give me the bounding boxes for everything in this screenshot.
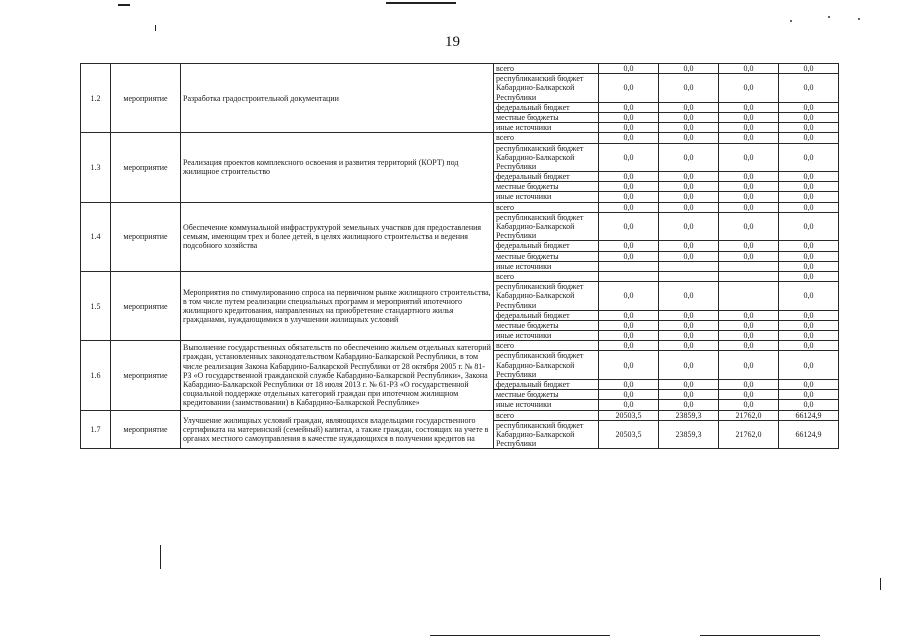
funding-value: 0,0 bbox=[779, 133, 839, 143]
funding-value: 0,0 bbox=[599, 380, 659, 390]
funding-value: 0,0 bbox=[779, 310, 839, 320]
row-type: мероприятие bbox=[111, 202, 181, 271]
funding-source: местные бюджеты bbox=[494, 182, 599, 192]
funding-source: республиканский бюджет Кабардино-Балкарской Республики bbox=[494, 143, 599, 172]
funding-value: 0,0 bbox=[719, 123, 779, 133]
funding-value: 0,0 bbox=[599, 320, 659, 330]
row-name: Обеспечение коммунальной инфраструктурой земельных участков для предоставления семьям, имеющим трех и более детей, в целях жилищного строительства и ведения подсобного хозяйства bbox=[181, 202, 494, 271]
funding-value: 0,0 bbox=[659, 212, 719, 241]
funding-value: 0,0 bbox=[719, 202, 779, 212]
funding-value: 0,0 bbox=[719, 331, 779, 341]
funding-source: местные бюджеты bbox=[494, 390, 599, 400]
scan-mark bbox=[118, 4, 130, 6]
funding-source: федеральный бюджет bbox=[494, 241, 599, 251]
funding-value: 0,0 bbox=[779, 390, 839, 400]
funding-table bbox=[80, 63, 839, 449]
funding-value: 0,0 bbox=[599, 310, 659, 320]
funding-value: 0,0 bbox=[659, 182, 719, 192]
funding-value: 0,0 bbox=[659, 64, 719, 74]
funding-value: 23859,3 bbox=[659, 410, 719, 420]
funding-source: местные бюджеты bbox=[494, 251, 599, 261]
funding-source: федеральный бюджет bbox=[494, 380, 599, 390]
funding-value: 0,0 bbox=[599, 172, 659, 182]
funding-value: 0,0 bbox=[659, 282, 719, 311]
row-name: Выполнение государственных обязательств по обеспечению жильем отдельных категорий граждан, установленных законодательством Кабардино-Балкарской Республики, в том числе реализация Закона Кабардино-Балкарской Республики от 28 октября 2005 г. № 81-РЗ «О государственной гражданской службе Кабардино-Балкарской Республики», Закона Кабардино-Балкарской Республики от 18 июля 2013 г. № 61-РЗ «О государственной социальной поддержке отдельных категорий граждан при ипотечном жилищном кредитовании (заимствовании) в Кабардино-Балкарской Республике» bbox=[181, 341, 494, 410]
funding-value: 0,0 bbox=[599, 123, 659, 133]
funding-value: 0,0 bbox=[779, 212, 839, 241]
table-row bbox=[81, 133, 839, 143]
page-number: 19 bbox=[445, 34, 460, 50]
funding-value bbox=[719, 282, 779, 311]
funding-value: 0,0 bbox=[779, 102, 839, 112]
funding-source: всего bbox=[494, 202, 599, 212]
funding-value: 0,0 bbox=[599, 74, 659, 103]
funding-source: республиканский бюджет Кабардино-Балкарской Республики bbox=[494, 212, 599, 241]
row-number: 1.6 bbox=[81, 341, 111, 410]
funding-value: 0,0 bbox=[779, 64, 839, 74]
funding-value: 0,0 bbox=[599, 112, 659, 122]
funding-value: 0,0 bbox=[719, 74, 779, 103]
funding-value: 0,0 bbox=[779, 380, 839, 390]
funding-value: 20503,5 bbox=[599, 410, 659, 420]
funding-value: 0,0 bbox=[779, 112, 839, 122]
scan-mark bbox=[858, 18, 860, 20]
funding-source: иные источники bbox=[494, 261, 599, 271]
funding-source: республиканский бюджет Кабардино-Балкарской Республики bbox=[494, 420, 599, 449]
row-number: 1.5 bbox=[81, 271, 111, 340]
scan-mark bbox=[790, 20, 792, 22]
funding-value: 0,0 bbox=[719, 143, 779, 172]
funding-value: 0,0 bbox=[599, 192, 659, 202]
row-name: Мероприятия по стимулированию спроса на первичном рынке жилищного строительства, в том числе путем реализации специальных программ и мероприятий ипотечного жилищного кредитования, направленных на приобретение стандартного жилья гражданами, нуждающимися в улучшении жилищных условий bbox=[181, 271, 494, 340]
funding-source: республиканский бюджет Кабардино-Балкарской Республики bbox=[494, 282, 599, 311]
funding-value: 0,0 bbox=[779, 341, 839, 351]
row-type: мероприятие bbox=[111, 341, 181, 410]
funding-value: 0,0 bbox=[779, 282, 839, 311]
funding-value: 0,0 bbox=[659, 112, 719, 122]
funding-value: 23859,3 bbox=[659, 420, 719, 449]
row-name: Реализация проектов комплексного освоения и развития территорий (КОРТ) под жилищное строительство bbox=[181, 133, 494, 202]
funding-value: 0,0 bbox=[719, 102, 779, 112]
funding-value: 0,0 bbox=[659, 74, 719, 103]
funding-value: 21762,0 bbox=[719, 420, 779, 449]
scan-mark bbox=[700, 635, 820, 636]
row-type: мероприятие bbox=[111, 64, 181, 133]
funding-source: всего bbox=[494, 410, 599, 420]
funding-value: 0,0 bbox=[719, 320, 779, 330]
funding-value: 0,0 bbox=[779, 320, 839, 330]
funding-value: 0,0 bbox=[779, 271, 839, 281]
funding-value bbox=[599, 261, 659, 271]
funding-source: республиканский бюджет Кабардино-Балкарской Республики bbox=[494, 74, 599, 103]
funding-value: 0,0 bbox=[659, 390, 719, 400]
funding-value: 66124,9 bbox=[779, 410, 839, 420]
funding-value: 0,0 bbox=[779, 261, 839, 271]
funding-value: 0,0 bbox=[779, 331, 839, 341]
funding-value: 0,0 bbox=[779, 74, 839, 103]
funding-value: 0,0 bbox=[599, 133, 659, 143]
funding-value: 0,0 bbox=[779, 172, 839, 182]
funding-value: 0,0 bbox=[659, 400, 719, 410]
table-body bbox=[81, 64, 839, 449]
funding-source: иные источники bbox=[494, 331, 599, 341]
funding-value: 0,0 bbox=[659, 202, 719, 212]
funding-source: федеральный бюджет bbox=[494, 310, 599, 320]
funding-value: 0,0 bbox=[599, 202, 659, 212]
funding-value: 0,0 bbox=[659, 341, 719, 351]
funding-value: 0,0 bbox=[659, 331, 719, 341]
scan-mark bbox=[828, 16, 830, 18]
funding-source: республиканский бюджет Кабардино-Балкарской Республики bbox=[494, 351, 599, 380]
funding-value: 0,0 bbox=[659, 241, 719, 251]
funding-source: всего bbox=[494, 271, 599, 281]
funding-value: 0,0 bbox=[779, 241, 839, 251]
row-type: мероприятие bbox=[111, 410, 181, 449]
funding-value: 0,0 bbox=[599, 241, 659, 251]
funding-value: 0,0 bbox=[659, 320, 719, 330]
funding-source: всего bbox=[494, 341, 599, 351]
funding-value: 0,0 bbox=[779, 351, 839, 380]
row-name: Улучшение жилищных условий граждан, являющихся владельцами государственного сертификата на материнский (семейный) капитал, а также граждан, состоящих на учете в органах местного самоуправления в качестве нуждающихся в получении кредитов на bbox=[181, 410, 494, 449]
table-row bbox=[81, 410, 839, 420]
funding-value: 0,0 bbox=[659, 351, 719, 380]
funding-value bbox=[659, 271, 719, 281]
funding-value: 0,0 bbox=[719, 133, 779, 143]
scan-mark bbox=[880, 578, 881, 590]
funding-value: 0,0 bbox=[659, 251, 719, 261]
funding-value: 0,0 bbox=[599, 64, 659, 74]
funding-value: 0,0 bbox=[659, 172, 719, 182]
row-number: 1.4 bbox=[81, 202, 111, 271]
funding-value: 0,0 bbox=[719, 192, 779, 202]
table-row bbox=[81, 64, 839, 74]
funding-value: 0,0 bbox=[719, 380, 779, 390]
funding-source: федеральный бюджет bbox=[494, 102, 599, 112]
funding-value: 0,0 bbox=[719, 390, 779, 400]
funding-source: местные бюджеты bbox=[494, 112, 599, 122]
funding-value bbox=[659, 261, 719, 271]
row-number: 1.7 bbox=[81, 410, 111, 449]
scan-mark bbox=[430, 635, 610, 636]
funding-value: 0,0 bbox=[719, 241, 779, 251]
funding-value: 0,0 bbox=[599, 143, 659, 172]
row-type: мероприятие bbox=[111, 271, 181, 340]
funding-value: 0,0 bbox=[779, 192, 839, 202]
row-name: Разработка градостроительной документации bbox=[181, 64, 494, 133]
row-number: 1.3 bbox=[81, 133, 111, 202]
funding-source: местные бюджеты bbox=[494, 320, 599, 330]
funding-value: 0,0 bbox=[599, 351, 659, 380]
funding-value: 0,0 bbox=[719, 112, 779, 122]
funding-value: 0,0 bbox=[719, 212, 779, 241]
funding-value: 0,0 bbox=[719, 172, 779, 182]
row-number: 1.2 bbox=[81, 64, 111, 133]
funding-value: 0,0 bbox=[719, 64, 779, 74]
funding-value: 0,0 bbox=[659, 102, 719, 112]
funding-value: 0,0 bbox=[779, 251, 839, 261]
funding-value: 0,0 bbox=[719, 182, 779, 192]
table-row bbox=[81, 271, 839, 281]
table-row bbox=[81, 202, 839, 212]
funding-value: 0,0 bbox=[599, 341, 659, 351]
funding-value: 0,0 bbox=[719, 310, 779, 320]
funding-value: 0,0 bbox=[599, 282, 659, 311]
funding-source: всего bbox=[494, 133, 599, 143]
funding-value: 0,0 bbox=[599, 212, 659, 241]
funding-source: федеральный бюджет bbox=[494, 172, 599, 182]
funding-value: 0,0 bbox=[719, 251, 779, 261]
funding-value: 0,0 bbox=[779, 400, 839, 410]
funding-value: 0,0 bbox=[599, 400, 659, 410]
funding-value: 0,0 bbox=[659, 133, 719, 143]
funding-value: 0,0 bbox=[659, 123, 719, 133]
funding-value bbox=[599, 271, 659, 281]
scan-mark bbox=[155, 25, 156, 31]
funding-value: 0,0 bbox=[719, 351, 779, 380]
row-type: мероприятие bbox=[111, 133, 181, 202]
scan-mark bbox=[386, 2, 456, 4]
funding-value: 0,0 bbox=[659, 192, 719, 202]
funding-value: 0,0 bbox=[659, 380, 719, 390]
funding-value: 0,0 bbox=[659, 143, 719, 172]
table-row bbox=[81, 341, 839, 351]
funding-source: всего bbox=[494, 64, 599, 74]
funding-value: 0,0 bbox=[779, 202, 839, 212]
funding-source: иные источники bbox=[494, 192, 599, 202]
funding-value: 0,0 bbox=[599, 390, 659, 400]
funding-value bbox=[719, 271, 779, 281]
funding-source: иные источники bbox=[494, 123, 599, 133]
funding-value: 0,0 bbox=[779, 182, 839, 192]
funding-value: 66124,9 bbox=[779, 420, 839, 449]
funding-value: 0,0 bbox=[599, 331, 659, 341]
funding-value: 0,0 bbox=[719, 341, 779, 351]
funding-value: 0,0 bbox=[599, 102, 659, 112]
funding-value: 0,0 bbox=[659, 310, 719, 320]
funding-value: 0,0 bbox=[779, 143, 839, 172]
funding-source: иные источники bbox=[494, 400, 599, 410]
funding-value: 0,0 bbox=[779, 123, 839, 133]
funding-value: 0,0 bbox=[599, 182, 659, 192]
funding-value: 21762,0 bbox=[719, 410, 779, 420]
funding-value: 20503,5 bbox=[599, 420, 659, 449]
funding-value: 0,0 bbox=[719, 400, 779, 410]
funding-value bbox=[719, 261, 779, 271]
scan-mark bbox=[160, 545, 161, 569]
funding-value: 0,0 bbox=[599, 251, 659, 261]
